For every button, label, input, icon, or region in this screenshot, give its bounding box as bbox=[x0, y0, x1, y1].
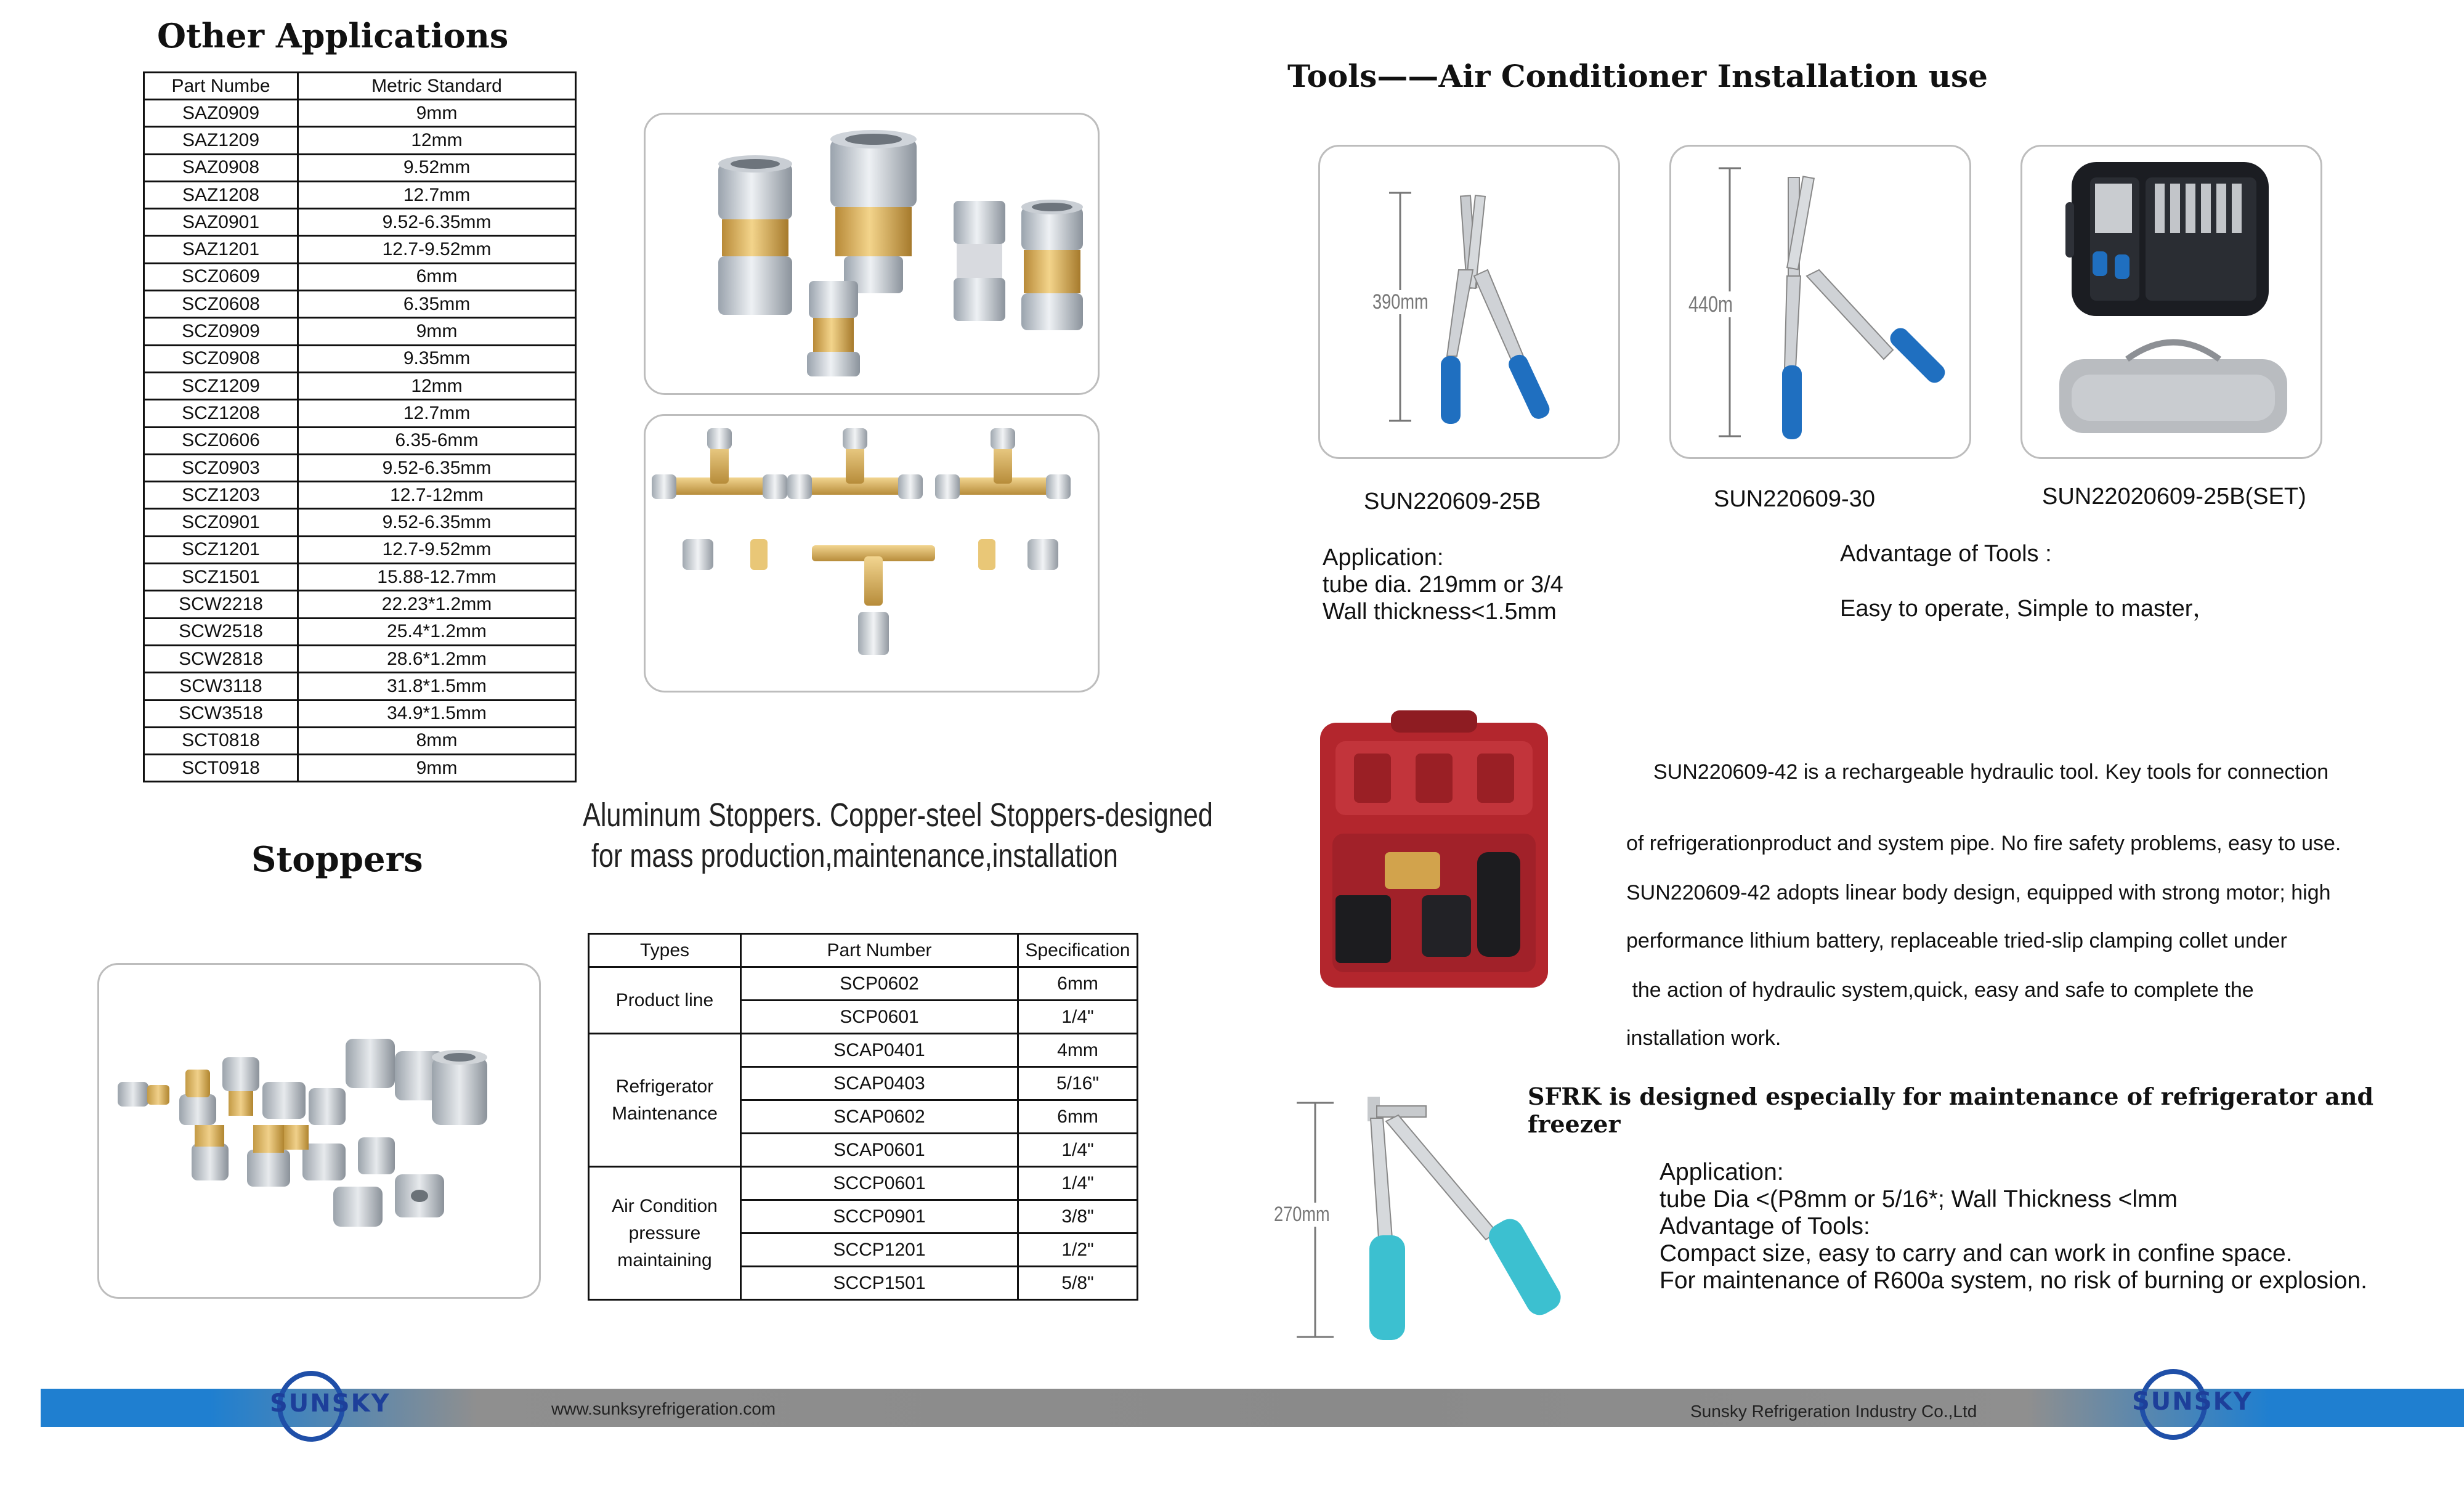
advantage-text: Easy to operate, Simple to master， bbox=[1840, 596, 2216, 622]
part-number-cell: SCZ0609 bbox=[144, 263, 298, 290]
tool-2-dimension: 440m bbox=[1688, 291, 1744, 317]
aluminum-fittings-image bbox=[646, 115, 1101, 397]
tool-application-text bbox=[1323, 544, 1563, 625]
metric-standard-cell: 12mm bbox=[298, 127, 576, 154]
part-number-cell: SCZ0608 bbox=[144, 291, 298, 318]
other-applications-title: Other Applications bbox=[157, 16, 509, 55]
part-number-cell: SCW2818 bbox=[144, 645, 298, 672]
table-row bbox=[144, 345, 576, 372]
metric-standard-cell: 9.35mm bbox=[298, 345, 576, 372]
sunsky-logo-left: SUNSKY bbox=[265, 1371, 382, 1445]
part-number-cell: SAZ1209 bbox=[144, 127, 298, 154]
sfrk-description bbox=[1660, 1159, 2367, 1294]
table-row bbox=[144, 209, 576, 236]
tool-card-1 bbox=[1318, 145, 1620, 459]
metric-standard-cell: 25.4*1.2mm bbox=[298, 618, 576, 645]
sfrk-dimension: 270mm bbox=[1274, 1203, 1343, 1227]
sfrk-line: For maintenance of R600a system, no risk of burning or explosion. bbox=[1660, 1267, 2367, 1294]
metric-standard-cell: 9.52-6.35mm bbox=[298, 209, 576, 236]
specification-cell: 6mm bbox=[1018, 1100, 1138, 1134]
part-number-cell: SCW3118 bbox=[144, 673, 298, 700]
part-number-cell: SCCP1501 bbox=[741, 1267, 1018, 1300]
table-header-row bbox=[144, 73, 576, 100]
specification-cell: 4mm bbox=[1018, 1034, 1138, 1067]
part-number-cell: SAZ0901 bbox=[144, 209, 298, 236]
type-cell: Air Condition pressure maintaining bbox=[589, 1167, 741, 1300]
part-number-cell: SAZ0908 bbox=[144, 154, 298, 181]
part-number-cell: SCW3518 bbox=[144, 700, 298, 727]
specification-cell: 1/2" bbox=[1018, 1233, 1138, 1267]
part-number-cell: SCCP1201 bbox=[741, 1233, 1018, 1267]
table-row bbox=[144, 400, 576, 427]
part-number-cell: SCZ0909 bbox=[144, 318, 298, 345]
part-number-cell: SCW2218 bbox=[144, 591, 298, 618]
table-header-row bbox=[589, 934, 1138, 967]
metric-standard-cell: 15.88-12.7mm bbox=[298, 564, 576, 591]
tool-1-dimension: 390mm bbox=[1372, 290, 1442, 314]
tool-kit-set-image bbox=[2022, 147, 2324, 461]
specification-cell: 3/8" bbox=[1018, 1200, 1138, 1233]
tee-fittings-image bbox=[646, 416, 1101, 694]
metric-standard-cell: 6.35-6mm bbox=[298, 427, 576, 454]
sfrk-tool-image bbox=[1269, 1084, 1589, 1349]
sfrk-line: Application: bbox=[1660, 1159, 1784, 1185]
header-part-number: Part Numbe bbox=[144, 73, 298, 100]
part-number-cell: SCCP0601 bbox=[741, 1167, 1018, 1200]
hand-crimper-image bbox=[1320, 147, 1622, 461]
stoppers-image bbox=[99, 965, 543, 1301]
header-specification: Specification bbox=[1018, 934, 1138, 967]
hydraulic-line: performance lithium battery, replaceable tried-slip clamping collet under bbox=[1626, 929, 2287, 953]
tools-title: Tools——Air Conditioner Installation use bbox=[1287, 58, 1988, 94]
part-number-cell: SCZ1209 bbox=[144, 372, 298, 399]
table-row bbox=[144, 454, 576, 481]
part-number-cell: SCCP0901 bbox=[741, 1200, 1018, 1233]
tool-2-model: SUN220609-30 bbox=[1714, 486, 1875, 512]
table-row bbox=[589, 1167, 1138, 1200]
table-row bbox=[589, 1034, 1138, 1067]
metric-standard-cell: 9.52-6.35mm bbox=[298, 509, 576, 536]
metric-standard-cell: 31.8*1.5mm bbox=[298, 673, 576, 700]
tool-1-model: SUN220609-25B bbox=[1364, 489, 1541, 514]
tool-3-model: SUN22020609-25B(SET) bbox=[2042, 484, 2306, 510]
table-row bbox=[144, 645, 576, 672]
table-row bbox=[144, 427, 576, 454]
specification-cell: 5/8" bbox=[1018, 1267, 1138, 1300]
part-number-cell: SCW2518 bbox=[144, 618, 298, 645]
table-row bbox=[144, 755, 576, 782]
part-number-cell: SCAP0403 bbox=[741, 1067, 1018, 1100]
part-number-cell: SCZ1501 bbox=[144, 564, 298, 591]
sfrk-line: Compact size, easy to carry and can work in confine space. bbox=[1660, 1240, 2293, 1267]
table-row bbox=[144, 618, 576, 645]
footer-bar bbox=[41, 1389, 2464, 1427]
part-number-cell: SCZ0903 bbox=[144, 454, 298, 481]
tool-card-2 bbox=[1669, 145, 1971, 459]
table-row bbox=[144, 127, 576, 154]
table-row bbox=[144, 291, 576, 318]
hydraulic-line: of refrigerationproduct and system pipe. No fire safety problems, easy to use. bbox=[1626, 832, 2341, 855]
specification-cell: 1/4" bbox=[1018, 1167, 1138, 1200]
part-number-cell: SCZ1208 bbox=[144, 400, 298, 427]
metric-standard-cell: 8mm bbox=[298, 727, 576, 754]
table-row bbox=[144, 154, 576, 181]
application-line: Application: bbox=[1323, 545, 1444, 571]
sfrk-line: tube Dia <(P8mm or 5/16*; Wall Thickness <lmm bbox=[1660, 1186, 2178, 1213]
stoppers-title: Stoppers bbox=[251, 839, 423, 880]
tee-fittings-photo-frame bbox=[644, 414, 1100, 693]
part-number-cell: SAZ1201 bbox=[144, 236, 298, 263]
hydraulic-description bbox=[1626, 753, 2439, 1061]
metric-standard-cell: 12.7mm bbox=[298, 181, 576, 208]
sfrk-line: Advantage of Tools: bbox=[1660, 1213, 1870, 1240]
part-number-cell: SCZ0908 bbox=[144, 345, 298, 372]
application-line: tube dia. 219mm or 3/4 bbox=[1323, 572, 1563, 598]
specification-cell: 1/4" bbox=[1018, 1134, 1138, 1167]
metric-standard-cell: 12.7-9.52mm bbox=[298, 536, 576, 563]
type-cell: Refrigerator Maintenance bbox=[589, 1034, 741, 1167]
table-row bbox=[144, 318, 576, 345]
table-row bbox=[144, 700, 576, 727]
table-row bbox=[144, 236, 576, 263]
stoppers-caption-line-2: for mass production,maintenance,installation bbox=[591, 837, 1118, 874]
metric-standard-cell: 9.52mm bbox=[298, 154, 576, 181]
part-number-cell: SCP0601 bbox=[741, 1001, 1018, 1034]
tool-card-3 bbox=[2020, 145, 2322, 459]
table-row bbox=[144, 482, 576, 509]
advantage-heading: Advantage of Tools : bbox=[1840, 541, 2052, 567]
part-number-cell: SAZ1208 bbox=[144, 181, 298, 208]
other-applications-table bbox=[143, 71, 577, 782]
metric-standard-cell: 9mm bbox=[298, 100, 576, 127]
stoppers-caption-line-1: Aluminum Stoppers. Copper-steel Stoppers-designed bbox=[583, 797, 1213, 834]
part-number-cell: SCZ1203 bbox=[144, 482, 298, 509]
table-row bbox=[144, 509, 576, 536]
hydraulic-tool-case-image bbox=[1317, 710, 1552, 994]
metric-standard-cell: 12.7-9.52mm bbox=[298, 236, 576, 263]
part-number-cell: SCZ0606 bbox=[144, 427, 298, 454]
stoppers-table bbox=[588, 933, 1138, 1301]
specification-cell: 6mm bbox=[1018, 967, 1138, 1001]
table-row bbox=[144, 727, 576, 754]
hydraulic-line: SUN220609-42 adopts linear body design, equipped with strong motor; high bbox=[1626, 881, 2331, 904]
table-row bbox=[144, 263, 576, 290]
specification-cell: 5/16" bbox=[1018, 1067, 1138, 1100]
hydraulic-line: SUN220609-42 is a rechargeable hydraulic tool. Key tools for connection bbox=[1653, 760, 2329, 784]
metric-standard-cell: 9mm bbox=[298, 318, 576, 345]
header-metric-standard: Metric Standard bbox=[298, 73, 576, 100]
sunsky-logo-right: SUNSKY bbox=[2128, 1369, 2245, 1443]
application-line: Wall thickness<1.5mm bbox=[1323, 599, 1557, 625]
table-row bbox=[144, 673, 576, 700]
metric-standard-cell: 34.9*1.5mm bbox=[298, 700, 576, 727]
part-number-cell: SCAP0602 bbox=[741, 1100, 1018, 1134]
metric-standard-cell: 28.6*1.2mm bbox=[298, 645, 576, 672]
table-row bbox=[144, 536, 576, 563]
header-types: Types bbox=[589, 934, 741, 967]
metric-standard-cell: 9mm bbox=[298, 755, 576, 782]
specification-cell: 1/4" bbox=[1018, 1001, 1138, 1034]
table-row bbox=[144, 372, 576, 399]
metric-standard-cell: 6.35mm bbox=[298, 291, 576, 318]
part-number-cell: SCZ1201 bbox=[144, 536, 298, 563]
part-number-cell: SCZ0901 bbox=[144, 509, 298, 536]
metric-standard-cell: 12.7-12mm bbox=[298, 482, 576, 509]
metric-standard-cell: 6mm bbox=[298, 263, 576, 290]
footer-company: Sunsky Refrigeration Industry Co.,Ltd bbox=[1690, 1402, 1977, 1421]
hydraulic-line: the action of hydraulic system,quick, easy and safe to complete the bbox=[1626, 978, 2254, 1002]
table-row bbox=[144, 181, 576, 208]
table-row bbox=[589, 967, 1138, 1001]
table-row bbox=[144, 564, 576, 591]
table-row bbox=[144, 100, 576, 127]
type-cell: Product line bbox=[589, 967, 741, 1034]
footer-website: www.sunksyrefrigeration.com bbox=[551, 1399, 776, 1418]
part-number-cell: SCT0918 bbox=[144, 755, 298, 782]
part-number-cell: SCT0818 bbox=[144, 727, 298, 754]
sfrk-heading: SFRK is designed especially for maintenance of refrigerator and freezer bbox=[1528, 1083, 2374, 1138]
part-number-cell: SCAP0601 bbox=[741, 1134, 1018, 1167]
fittings-photo-frame bbox=[644, 113, 1100, 395]
part-number-cell: SCP0602 bbox=[741, 967, 1018, 1001]
metric-standard-cell: 22.23*1.2mm bbox=[298, 591, 576, 618]
part-number-cell: SCAP0401 bbox=[741, 1034, 1018, 1067]
table-row bbox=[144, 591, 576, 618]
part-number-cell: SAZ0909 bbox=[144, 100, 298, 127]
metric-standard-cell: 12.7mm bbox=[298, 400, 576, 427]
metric-standard-cell: 12mm bbox=[298, 372, 576, 399]
header-part-number: Part Number bbox=[741, 934, 1018, 967]
stoppers-photo-frame bbox=[97, 963, 541, 1299]
hydraulic-line: installation work. bbox=[1626, 1026, 1781, 1050]
metric-standard-cell: 9.52-6.35mm bbox=[298, 454, 576, 481]
stoppers-caption bbox=[583, 795, 1213, 881]
